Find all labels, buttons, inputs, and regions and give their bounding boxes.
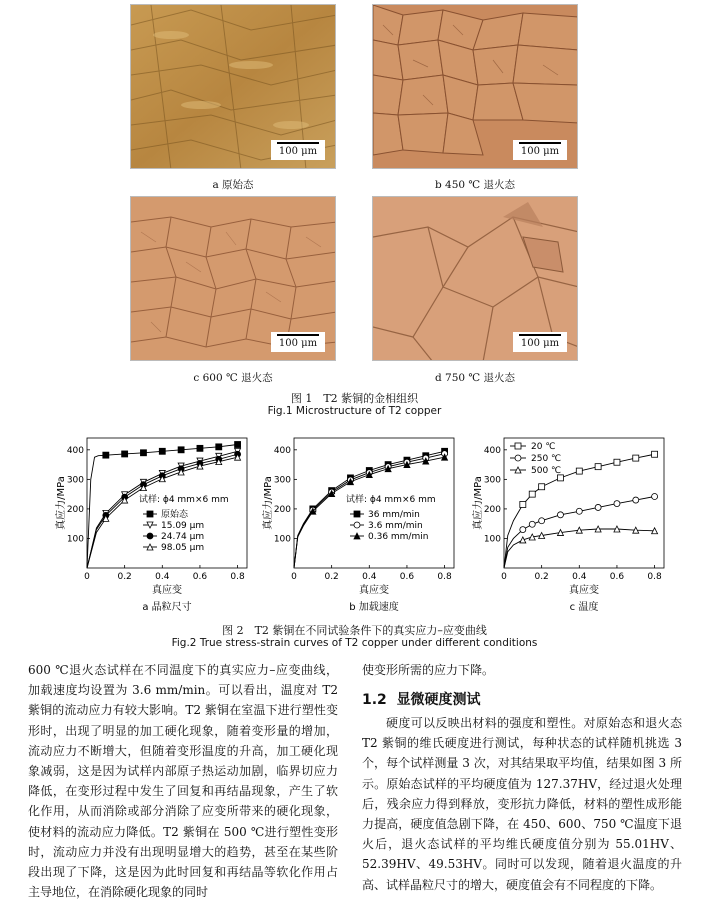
y-tick-label: 300	[66, 475, 84, 486]
legend-entry: 36 mm/min	[368, 510, 420, 520]
section-heading	[362, 689, 481, 709]
micrograph-d	[372, 196, 578, 361]
series-500 ℃	[504, 526, 658, 568]
chart-a-svg	[55, 430, 255, 615]
x-tick-label: 0.4	[362, 572, 377, 582]
figure2-caption-en: Fig.2 True stress-strain curves of T2 copper under different conditions	[171, 637, 538, 649]
data-point	[103, 452, 109, 458]
data-point	[614, 501, 620, 507]
data-point	[178, 447, 184, 453]
legend-entry: 20 ℃	[531, 442, 556, 452]
x-tick-label: 0.2	[534, 572, 549, 582]
micrograph-b	[372, 4, 578, 169]
left-paragraph: 600 ℃退火态试样在不同温度下的真实应力–应变曲线，加载速度均设置为 3.6 mm/min。可以看出，温度对 T2 紫铜的流动应力有较大影响。T2 紫铜在室温下进行塑性变形时，出现了明显的加工硬化现象，随着变形量的增加，流动应力不断增大，但随着变形温度的升高，加工硬化现象减弱，这是因为试样内部原子热运动加剧，临界切应力降低，在变形过程中发生了回复和再结晶现象，产生了软化作用，从而消除或部分消除了应变所带来的硬化现象，使材料的流动应力降低。T2 紫铜在 500 ℃进行塑性变形时，流动应力并没有出现明显增大的趋势，甚至在某些阶段出现了下降，这是因为此时回复和再结晶等软化作用占主导地位，在消除硬化现象的同时	[28, 663, 338, 900]
chart-c-svg	[472, 430, 672, 615]
scale-bar: 100 μm	[513, 140, 567, 160]
right-column-text	[362, 713, 682, 895]
data-point	[529, 491, 535, 497]
figure2-caption-cn: 图 2 T2 紫铜在不同试验条件下的真实应力–应变曲线	[222, 624, 487, 637]
data-point	[235, 442, 241, 448]
chart-b-svg	[262, 430, 462, 615]
legend-entry: 原始态	[161, 510, 189, 520]
data-point	[595, 504, 601, 510]
y-axis-label: 真应力/MPa	[473, 476, 484, 530]
y-tick-label: 100	[483, 534, 501, 545]
right-paragraph-top: 使变形所需的应力下降。	[362, 663, 495, 677]
panel-label: a 晶粒尺寸	[142, 602, 192, 613]
figure1-caption-en: Fig.1 Microstructure of T2 copper	[267, 405, 442, 417]
y-tick-label: 200	[273, 504, 291, 515]
y-tick-label: 400	[483, 445, 501, 456]
panel-d-label: d 750 ℃ 退火态	[434, 372, 516, 384]
x-axis-label: 真应变	[152, 585, 182, 596]
legend-entry: 98.05 μm	[161, 543, 205, 553]
chart-c	[472, 430, 672, 619]
x-tick-label: 0	[291, 572, 297, 582]
legend-marker	[354, 511, 360, 517]
legend-marker	[354, 522, 360, 528]
x-tick-label: 0.2	[324, 572, 339, 582]
legend-title: 试样: ϕ4 mm×6 mm	[139, 495, 229, 505]
x-tick-label: 0	[501, 572, 507, 582]
right-column-top-text	[362, 660, 682, 680]
data-point	[520, 537, 526, 543]
legend-entry: 500 ℃	[531, 466, 562, 476]
y-axis-label: 真应力/MPa	[56, 476, 67, 530]
x-tick-label: 0.6	[192, 572, 208, 582]
x-tick-label: 0.8	[437, 572, 452, 582]
scale-bar: 100 μm	[513, 332, 567, 352]
legend-marker	[147, 533, 153, 539]
legend-marker	[147, 511, 153, 517]
panel-c-label: c 600 ℃ 退火态	[193, 372, 273, 384]
data-point	[216, 444, 222, 450]
scale-bar: 100 μm	[271, 332, 325, 352]
data-point	[633, 497, 639, 503]
legend-entry: 3.6 mm/min	[368, 521, 423, 531]
data-point	[197, 445, 203, 451]
data-point	[576, 508, 582, 514]
data-point	[539, 484, 545, 490]
data-point	[122, 451, 128, 457]
legend-marker	[515, 443, 521, 449]
data-point	[520, 501, 526, 507]
data-point	[633, 455, 639, 461]
legend-entry: 24.74 μm	[161, 532, 205, 542]
x-tick-label: 0.8	[647, 572, 662, 582]
y-tick-label: 300	[273, 475, 291, 486]
x-axis-label: 真应变	[569, 585, 599, 596]
legend-entry: 0.36 mm/min	[368, 532, 429, 542]
series-36 mm/min	[294, 448, 448, 568]
data-point	[576, 468, 582, 474]
legend-entry: 15.09 μm	[161, 521, 205, 531]
panel-label: b 加载速度	[349, 602, 399, 613]
micrograph-a	[130, 4, 336, 169]
x-tick-label: 0.2	[117, 572, 132, 582]
panel-label: c 温度	[569, 602, 599, 613]
y-tick-label: 200	[66, 504, 84, 515]
x-tick-label: 0.4	[155, 572, 170, 582]
y-tick-label: 100	[273, 534, 291, 545]
data-point	[539, 518, 545, 524]
legend-title: 试样: ϕ4 mm×6 mm	[346, 495, 436, 505]
right-paragraph: 硬度可以反映出材料的强度和塑性。对原始态和退火态 T2 紫铜的维氏硬度进行测试，每种状态的试样随机挑选 3 个，每个试样测量 3 次，对其结果取平均值，结果如图 3 所示。原始态试样的平均硬度值为 127.37HV，经过退火处理后，残余应力得到释放，变形抗力降低，材料的塑性成形能力提高，硬度值急剧下降，在 450、600、750 ℃温度下退火后，退火态试样的平均维氏硬度值分别为 55.01HV、52.39HV、49.53HV。同时可以发现，随着退火温度的升高、试样晶粒尺寸的增大，硬度值会有不同程度的下降。	[362, 716, 682, 892]
data-point	[520, 527, 526, 533]
data-point	[614, 459, 620, 465]
chart-a	[55, 430, 255, 619]
y-tick-label: 200	[483, 504, 501, 515]
data-point	[652, 494, 658, 500]
x-tick-label: 0	[84, 572, 90, 582]
panel-a-label: a 原始态	[212, 179, 254, 191]
legend-marker	[515, 455, 521, 461]
series-line	[504, 529, 655, 568]
data-point	[595, 464, 601, 470]
figure1-caption-cn: 图 1 T2 紫铜的金相组织	[290, 392, 419, 405]
panel-b-label: b 450 ℃ 退火态	[434, 179, 516, 191]
data-point	[159, 448, 165, 454]
micrograph-c	[130, 196, 336, 361]
x-tick-label: 0.8	[230, 572, 245, 582]
data-point	[529, 521, 535, 527]
x-axis-label: 真应变	[359, 585, 389, 596]
y-tick-label: 400	[273, 445, 291, 456]
x-tick-label: 0.6	[399, 572, 415, 582]
chart-b	[262, 430, 462, 619]
left-column-text	[28, 660, 338, 902]
x-tick-label: 0.6	[609, 572, 625, 582]
legend-entry: 250 ℃	[531, 454, 562, 464]
y-tick-label: 300	[483, 475, 501, 486]
data-point	[557, 512, 563, 518]
y-tick-label: 400	[66, 445, 84, 456]
y-axis-label: 真应力/MPa	[263, 476, 274, 530]
section-title: 显微硬度测试	[396, 692, 481, 708]
section-number: 1.2	[362, 692, 387, 708]
scale-bar: 100 μm	[271, 140, 325, 160]
x-tick-label: 0.4	[572, 572, 587, 582]
data-point	[140, 450, 146, 456]
data-point	[652, 451, 658, 457]
y-tick-label: 100	[66, 534, 84, 545]
